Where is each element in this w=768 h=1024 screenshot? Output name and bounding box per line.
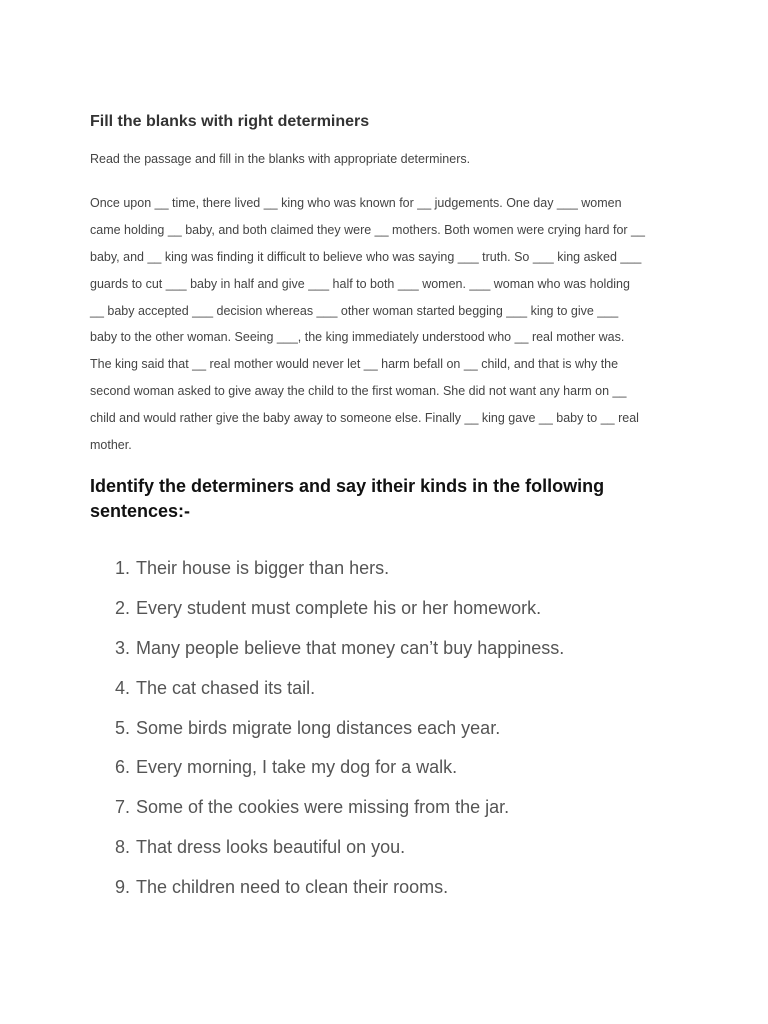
- passage-line: child and would rather give the baby away to someone else. Finally __ king gave __ baby to __ real: [90, 411, 639, 426]
- list-text: Their house is bigger than hers.: [136, 558, 390, 578]
- passage-line: The king said that __ real mother would never let __ harm befall on __ child, and that is why the: [90, 357, 619, 372]
- list-number: 7.: [114, 797, 130, 818]
- list-item: [90, 632, 690, 672]
- passage-line: mother.: [90, 438, 132, 453]
- list-item: [90, 672, 690, 712]
- list-number: 5.: [114, 717, 130, 738]
- list-text: Every morning, I take my dog for a walk.: [136, 757, 458, 778]
- list-item: [90, 712, 690, 752]
- list-number: 3.: [114, 637, 130, 658]
- section-title-identify: Identify the determiners and say itheir kinds in the following sentences:-: [90, 476, 605, 521]
- list-text: That dress looks beautiful on you.: [136, 837, 406, 858]
- passage-line: __ baby accepted ___ decision whereas ___ other woman started begging ___ king to give ___: [90, 303, 619, 318]
- list-text: The children need to clean their rooms.: [136, 877, 449, 898]
- list-number: 8.: [114, 837, 130, 858]
- list-item: [90, 831, 690, 871]
- list-text: The cat chased its tail.: [136, 677, 316, 698]
- list-number: 1.: [114, 558, 130, 578]
- list-item: [90, 592, 690, 632]
- list-number: 9.: [114, 877, 130, 898]
- list-number: 4.: [114, 677, 130, 698]
- section-title-fill-blanks: Fill the blanks with right determiners: [90, 113, 370, 130]
- list-text: Every student must complete his or her homework.: [136, 597, 542, 618]
- list-text: Many people believe that money can’t buy happiness.: [136, 637, 565, 658]
- passage-line: baby, and __ king was finding it difficult to believe who was saying ___ truth. So ___ king asked ___: [90, 249, 642, 264]
- passage-line: baby to the other woman. Seeing ___, the king immediately understood who __ real mother was.: [90, 330, 625, 345]
- list-item: [90, 751, 690, 791]
- passage-line: came holding __ baby, and both claimed they were __ mothers. Both women were crying hard for __: [90, 222, 645, 237]
- list-item: [90, 552, 690, 592]
- list-text: Some birds migrate long distances each year.: [136, 717, 501, 738]
- sentence-list: [90, 552, 690, 911]
- passage-line: guards to cut ___ baby in half and give ___ half to both ___ women. ___ woman who was holding: [90, 276, 630, 291]
- list-item: [90, 871, 690, 911]
- instruction-text: Read the passage and fill in the blanks with appropriate determiners.: [90, 152, 471, 166]
- list-item: [90, 791, 690, 831]
- list-text: Some of the cookies were missing from the jar.: [136, 797, 510, 818]
- list-number: 2.: [114, 597, 130, 618]
- list-number: 6.: [114, 757, 130, 778]
- passage-line: second woman asked to give away the child to the first woman. She did not want any harm on __: [90, 384, 627, 399]
- passage-line: Once upon __ time, there lived __ king who was known for __ judgements. One day ___ women: [90, 196, 622, 210]
- passage: [90, 190, 690, 459]
